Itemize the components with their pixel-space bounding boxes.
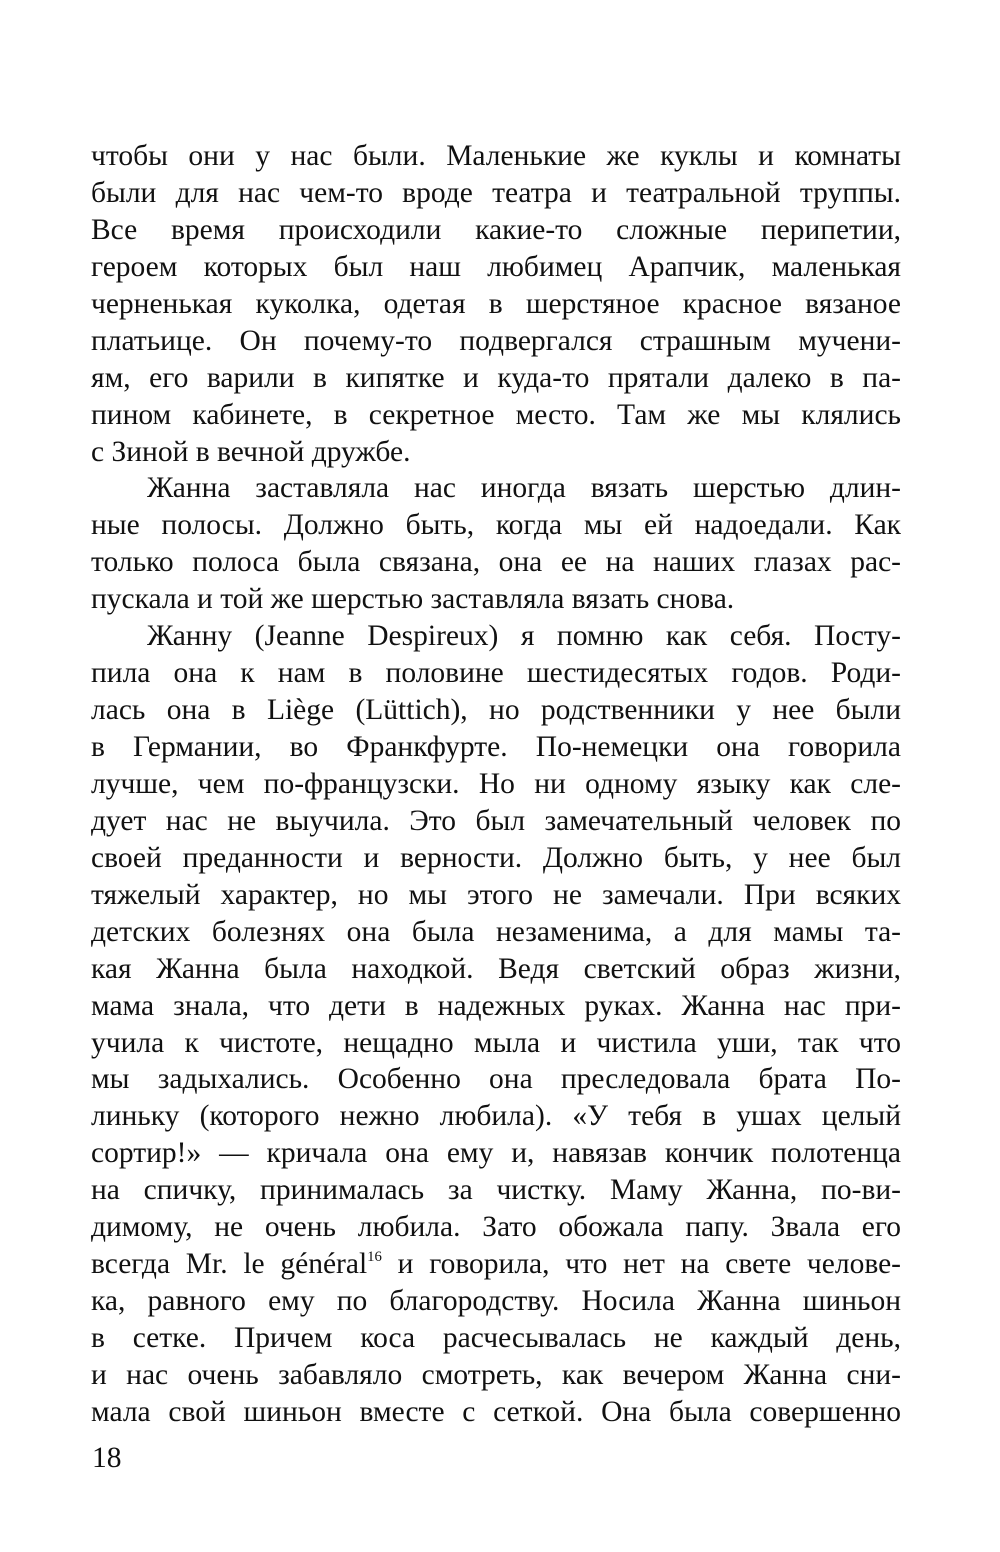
page-number: 18	[92, 1442, 122, 1474]
text-line: Жанну (Jeanne Despireux) я помню как себя. Посту-	[147, 620, 901, 653]
text-line: с Зиной в вечной дружбе.	[91, 435, 411, 468]
paragraph-3	[91, 618, 901, 1431]
text-line-footnote	[91, 1246, 901, 1283]
footnote-line-after: и говорила, что нет на свете челове-	[381, 1248, 901, 1281]
text-line: тяжелый характер, но мы этого не замечали. При всяких	[91, 878, 901, 911]
text-line: сортир!» — кричала она ему и, навязав кончик полотенца	[91, 1137, 901, 1170]
footnote-marker[interactable]: 16	[367, 1249, 382, 1266]
text-line: черненькая куколка, одетая в шерстяное красное вязаное	[91, 287, 901, 320]
text-line: на спичку, принималась за чистку. Маму Жанна, по-ви-	[91, 1174, 901, 1207]
text-line: чтобы они у нас были. Маленькие же куклы и комнаты	[91, 140, 901, 172]
text-line: пила она к нам в половине шестидесятых годов. Роди-	[91, 657, 901, 690]
text-line: мы задыхались. Особенно она преследовала брата По-	[91, 1063, 901, 1096]
text-line: Все время происходили какие-то сложные перипетии,	[91, 213, 901, 246]
page-text	[91, 138, 901, 1431]
text-line: только полоса была связана, она ее на наших глазах рас-	[91, 546, 901, 579]
text-line: в Германии, во Франкфурте. По-немецки она говорила	[91, 731, 901, 763]
footnote-line-before: всегда Mr. le général	[91, 1248, 368, 1281]
paragraph-1	[91, 138, 901, 470]
text-line: ка, равного ему по благородству. Носила Жанна шиньон	[91, 1285, 901, 1318]
text-line: линьку (которого нежно любила). «У тебя в ушах целый	[91, 1100, 901, 1133]
text-line: платьице. Он почему-то подвергался страшным мучени-	[91, 324, 901, 357]
text-line: мала свой шиньон вместе с сеткой. Она была совершенно	[91, 1395, 901, 1428]
text-line: героем которых был наш любимец Арапчик, маленькая	[91, 250, 901, 283]
text-line: в сетке. Причем коса расчесывалась не каждый день,	[91, 1322, 901, 1354]
text-line: своей преданности и верности. Должно быть, у нее был	[91, 841, 901, 874]
text-line: пускала и той же шерстью заставляла вязать снова.	[91, 583, 735, 616]
text-line: пином кабинете, в секретное место. Там же мы клялись	[91, 398, 901, 431]
text-line: кая Жанна была находкой. Ведя светский образ жизни,	[91, 952, 901, 985]
text-line: детских болезнях она была незаменима, а для мамы та-	[91, 915, 901, 948]
text-line: димому, не очень любила. Зато обожала папу. Звала его	[91, 1211, 901, 1244]
text-line: Жанна заставляла нас иногда вязать шерстью длин-	[147, 472, 901, 505]
text-line: лучше, чем по-французски. Но ни одному языку как сле-	[91, 767, 901, 800]
text-line: дует нас не выучила. Это был замечательный человек по	[91, 804, 901, 837]
text-line: мама знала, что дети в надежных руках. Жанна нас при-	[91, 989, 901, 1022]
text-line: лась она в Liège (Lüttich), но родственники у нее были	[91, 694, 901, 727]
text-line: ям, его варили в кипятке и куда-то прятали далеко в па-	[91, 361, 901, 394]
text-line: и нас очень забавляло смотреть, как вечером Жанна сни-	[91, 1358, 901, 1391]
text-line: ные полосы. Должно быть, когда мы ей надоедали. Как	[91, 509, 901, 542]
text-line: были для нас чем-то вроде театра и театральной труппы.	[91, 176, 901, 209]
text-line: учила к чистоте, нещадно мыла и чистила уши, так что	[91, 1026, 901, 1059]
paragraph-2	[91, 470, 901, 618]
